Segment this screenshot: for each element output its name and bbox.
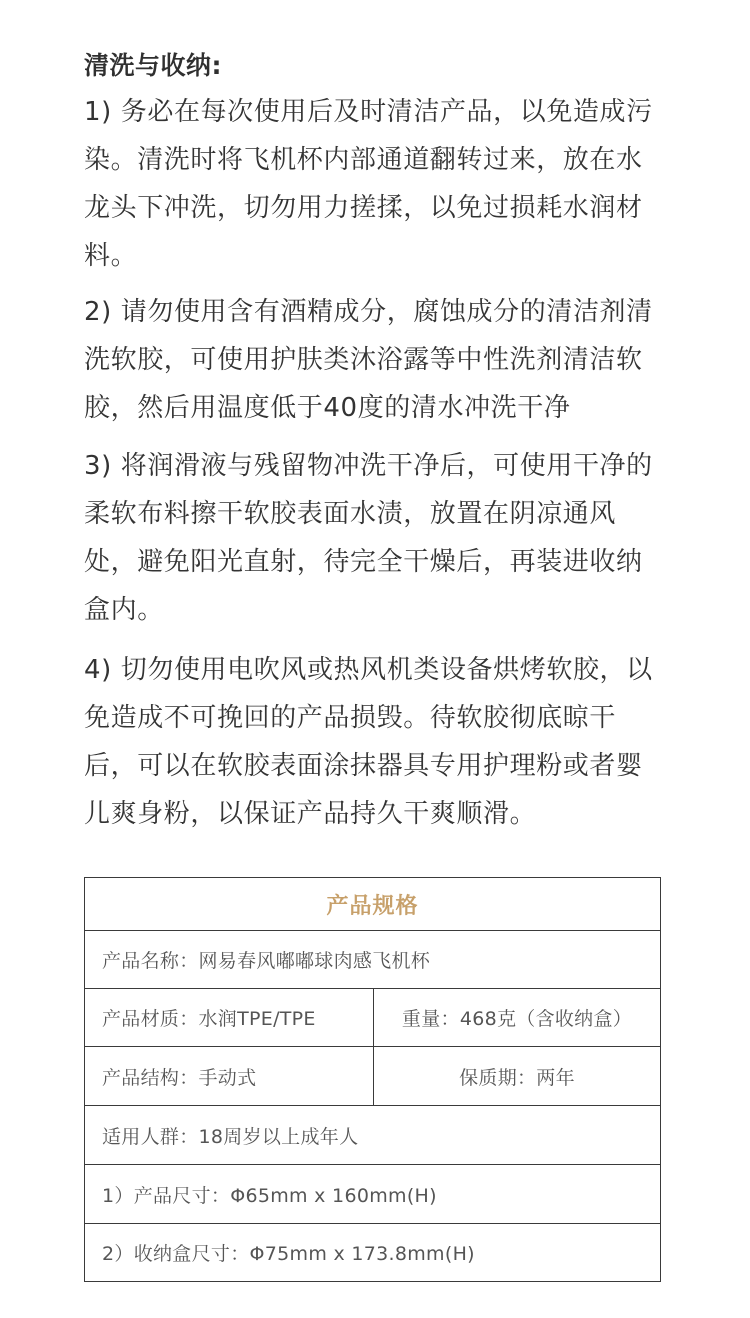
spec-table-title: 产品规格: [85, 878, 661, 931]
care-paragraph-4: 4) 切勿使用电吹风或热风机类设备烘烤软胶，以免造成不可挽回的产品损毁。待软胶彻底晾干后，可以在软胶表面涂抹器具专用护理粉或者婴儿爽身粉，以保证产品持久干爽顺滑。: [84, 655, 653, 829]
care-paragraph-1: 1) 务必在每次使用后及时清洁产品，以免造成污染。清洗时将飞机杯内部通道翻转过来，放在水龙头下冲洗，切勿用力搓揉，以免过损耗水润材料。: [84, 97, 653, 271]
spec-box-size: 2）收纳盒尺寸：Φ75mm x 173.8mm(H): [85, 1224, 661, 1282]
spec-product-name: 产品名称：网易春风嘟嘟球肉感飞机杯: [85, 931, 661, 989]
cleaning-storage-section: [84, 44, 666, 838]
care-paragraph-3: 3) 将润滑液与残留物冲洗干净后，可使用干净的柔软布料擦干软胶表面水渍，放置在阴凉通风处，避免阳光直射，待完全干燥后，再装进收纳盒内。: [84, 451, 653, 625]
spec-material: 产品材质：水润TPE/TPE: [85, 989, 374, 1047]
spec-weight: 重量：468克（含收纳盒）: [374, 989, 661, 1047]
care-paragraph-2: 2) 请勿使用含有酒精成分，腐蚀成分的清洁剂清洗软胶，可使用护肤类沐浴露等中性洗剂清洁软胶，然后用温度低于40度的清水冲洗干净: [84, 297, 653, 423]
spec-audience: 适用人群：18周岁以上成年人: [85, 1106, 661, 1165]
spec-shelf-life: 保质期：两年: [374, 1047, 661, 1106]
product-spec-table: [84, 877, 661, 1282]
section-title: 清洗与收纳:: [84, 51, 222, 80]
spec-structure: 产品结构：手动式: [85, 1047, 374, 1106]
spec-product-size: 1）产品尺寸：Φ65mm x 160mm(H): [85, 1165, 661, 1224]
